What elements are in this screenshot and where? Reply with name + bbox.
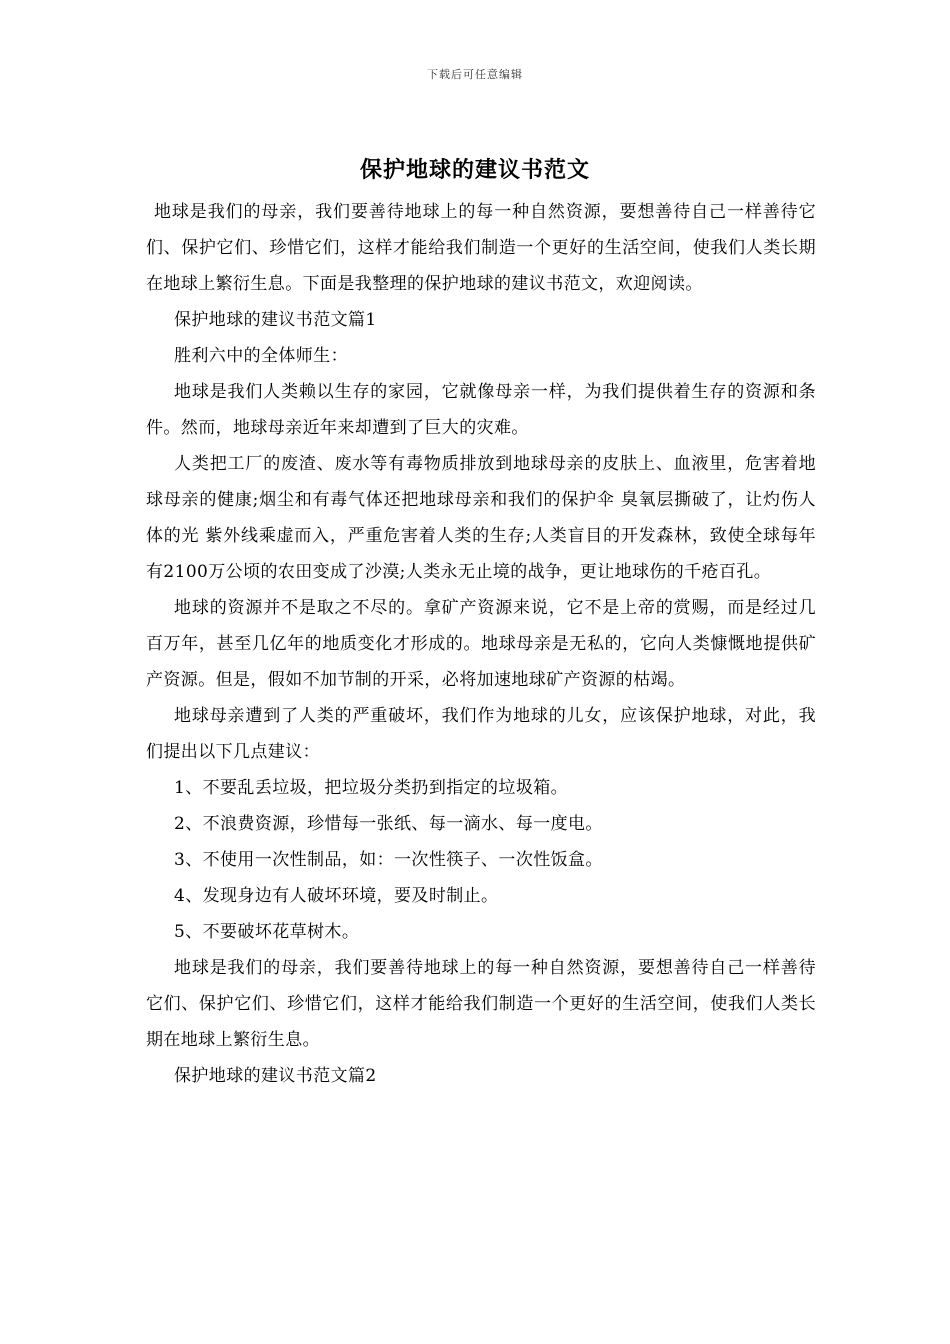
header-note: 下载后可任意编辑 [427,68,523,81]
body-paragraph: 地球母亲遭到了人类的严重破坏，我们作为地球的儿女，应该保护地球，对此，我们提出以下几点建议： [146,706,816,762]
closing-paragraph: 地球是我们的母亲，我们要善待地球上的每一种自然资源，要想善待自己一样善待它们、保护它们、珍惜它们，这样才能给我们制造一个更好的生活空间，使我们人类长期在地球上繁衍生息。 [146,958,816,1050]
body-paragraph: 地球是我们人类赖以生存的家园，它就像母亲一样，为我们提供着生存的资源和条件。然而，地球母亲近年来却遭到了巨大的灾难。 [146,382,816,438]
suggestion-item-2: 2、不浪费资源，珍惜每一张纸、每一滴水、每一度电。 [174,814,603,834]
intro-paragraph: 地球是我们的母亲，我们要善待地球上的每一种自然资源，要想善待自己一样善待它们、保护它们、珍惜它们，这样才能给我们制造一个更好的生活空间，使我们人类长期在地球上繁衍生息。下面是我整理的保护地球的建议书范文，欢迎阅读。 [146,202,816,294]
suggestion-item-4: 4、发现身边有人破坏环境，要及时制止。 [174,886,499,906]
body-paragraph: 人类把工厂的废渣、废水等有毒物质排放到地球母亲的皮肤上、血液里，危害着地球母亲的健康;烟尘和有毒气体还把地球母亲和我们的保护伞 臭氧层撕破了，让灼伤人体的光 紫外线乘虚而入，严重危害着人类的生存;人类盲目的开发森林，致使全球每年有2100万公顷的农田变成了沙漠;人类永无止境的战争，更让地球伤的千疮百孔。 [146,454,816,582]
body-paragraph: 地球的资源并不是取之不尽的。拿矿产资源来说，它不是上帝的赏赐，而是经过几百万年，甚至几亿年的地质变化才形成的。地球母亲是无私的，它向人类慷慨地提供矿产资源。但是，假如不加节制的开采，必将加速地球矿产资源的枯竭。 [146,598,816,690]
section-heading-1: 保护地球的建议书范文篇1 [174,310,377,330]
suggestion-item-5: 5、不要破坏花草树木。 [174,922,360,942]
document-body [146,194,816,1094]
suggestion-item-1: 1、不要乱丢垃圾，把垃圾分类扔到指定的垃圾箱。 [174,778,569,798]
suggestion-item-3: 3、不使用一次性制品，如：一次性筷子、一次性饭盒。 [174,850,603,870]
salutation: 胜利六中的全体师生： [174,346,348,366]
document-title: 保护地球的建议书范文 [359,157,590,183]
section-heading-2: 保护地球的建议书范文篇2 [174,1066,377,1086]
